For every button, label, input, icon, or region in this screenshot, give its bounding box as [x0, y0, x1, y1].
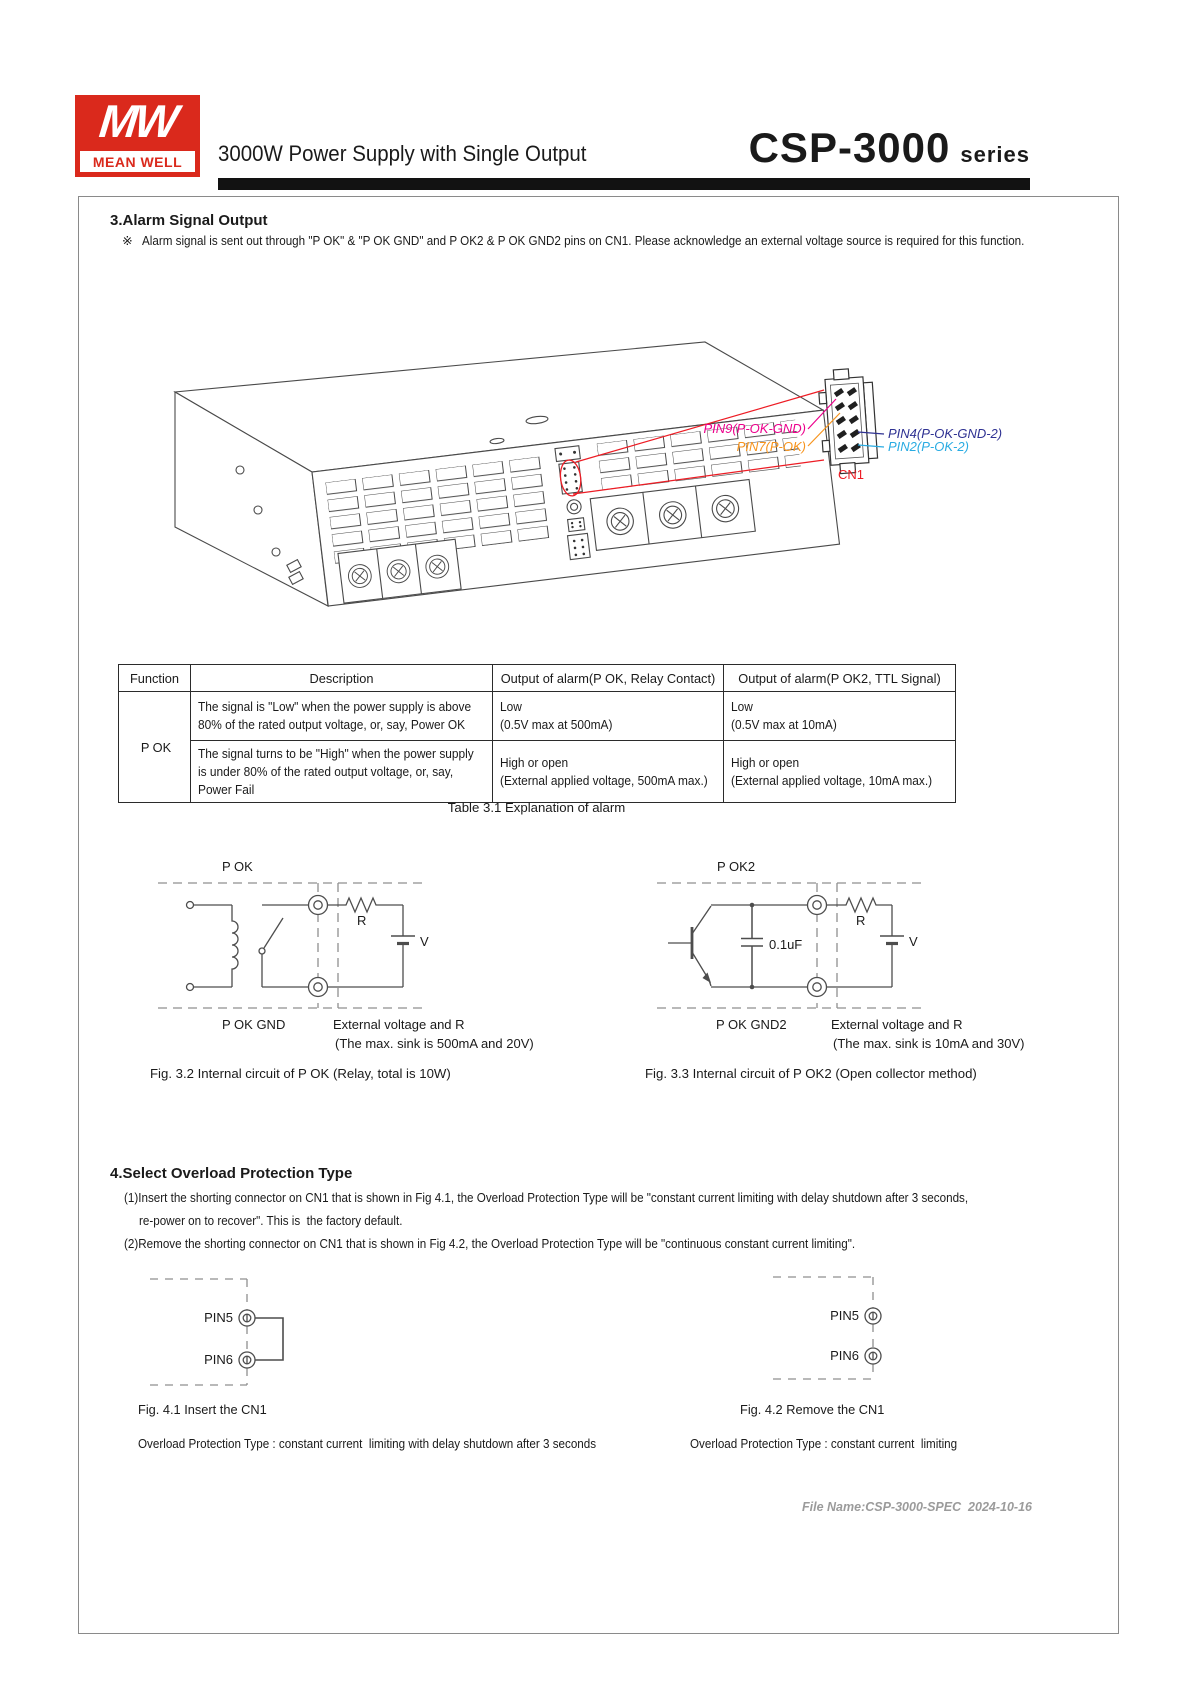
product-series-label: series	[960, 142, 1030, 167]
aux-connector	[568, 518, 585, 532]
pin2-label: PIN2(P-OK-2)	[888, 439, 969, 454]
fig32-wires	[187, 896, 416, 997]
fig32-v-label: V	[420, 934, 429, 949]
fig42-diagram	[773, 1277, 881, 1379]
psu-chassis	[175, 342, 839, 606]
relay-contact-blade	[264, 918, 283, 948]
psu-rear-view-drawing	[110, 268, 1070, 618]
fig32-pok-gnd-label: P OK GND	[222, 1017, 286, 1032]
cell-line: (0.5V max at 10mA)	[731, 717, 837, 732]
fig41-dashes	[150, 1279, 247, 1385]
footer-file-name: File Name:CSP-3000-SPEC 2024-10-16	[802, 1500, 1032, 1514]
cell-line: (External applied voltage, 500mA max.)	[500, 772, 708, 788]
relay-output-cell	[493, 692, 724, 741]
relay-contact-pivot	[259, 948, 265, 954]
table-row	[119, 741, 956, 803]
fig42-pins	[865, 1308, 881, 1364]
side-screw-hole	[254, 506, 262, 514]
reference-mark-icon: ※	[122, 233, 133, 248]
section4-title: 4.Select Overload Protection Type	[110, 1165, 353, 1182]
function-cell: P OK	[119, 692, 191, 803]
relay-output-cell	[493, 741, 724, 803]
header-rule-bar	[218, 178, 1030, 190]
ttl-output-cell	[724, 741, 956, 803]
desc-line: is under 80% of the rated output voltage, or, say,	[198, 763, 454, 779]
overload-protection-figures	[110, 1262, 1070, 1412]
aux-connector	[568, 533, 591, 559]
fig42-dashes	[773, 1277, 873, 1379]
page-subtitle: 3000W Power Supply with Single Output	[218, 141, 587, 166]
fig33-circuit	[645, 859, 1024, 1081]
cell-line: High or open	[500, 754, 569, 770]
desc-line: The signal turns to be "High" when the power supply	[198, 745, 474, 761]
fig41-subcaption: Overload Protection Type : constant current limiting with delay shutdown after 3 seconds	[138, 1436, 597, 1451]
pin7-label: PIN7(P-OK)	[736, 439, 806, 454]
product-title	[580, 124, 1030, 172]
fig32-boundary-dashes	[158, 883, 427, 1008]
fig33-external-note: (The max. sink is 10mA and 30V)	[833, 1036, 1025, 1051]
fig41-diagram	[150, 1279, 283, 1385]
fig32-external-label: External voltage and R	[333, 1017, 465, 1032]
shorting-connector-wire	[255, 1318, 283, 1360]
fig32-caption: Fig. 3.2 Internal circuit of P OK (Relay, total is 10W)	[150, 1066, 451, 1081]
side-screw-hole	[236, 466, 244, 474]
transistor-emitter-arrow	[703, 973, 712, 984]
cell-line: Low	[500, 699, 522, 714]
cell-line: Low	[731, 699, 753, 714]
description-cell	[191, 692, 493, 741]
fig42-pin6-label: PIN6	[830, 1348, 859, 1363]
col-description: Description	[191, 665, 493, 692]
resistor-symbol	[328, 898, 404, 912]
mw-logo-glyph: MW	[96, 95, 179, 147]
fig42-pin5-label: PIN5	[830, 1308, 859, 1323]
fig33-v-label: V	[909, 934, 918, 949]
fig41-pin6-label: PIN6	[204, 1352, 233, 1367]
alarm-explanation-table	[118, 664, 956, 803]
section4-item1-line2: re-power on to recover". This is the factory default.	[139, 1213, 403, 1228]
section3-title: 3.Alarm Signal Output	[110, 212, 268, 229]
product-name: CSP-3000	[748, 124, 951, 171]
cell-line: (External applied voltage, 10mA max.)	[731, 772, 933, 788]
fig33-cap-label: 0.1uF	[769, 937, 803, 952]
description-cell	[191, 741, 493, 803]
meanwell-brand-text: MEAN WELL	[92, 153, 183, 170]
capacitor-symbol	[741, 905, 763, 987]
fig32-r-label: R	[357, 913, 367, 928]
pin9-label: PIN9(P-OK-GND)	[703, 421, 806, 436]
desc-line: 80% of the rated output voltage, or, say, Power OK	[198, 717, 466, 732]
fig33-r-label: R	[856, 913, 866, 928]
resistor-symbol	[827, 898, 893, 912]
fig32-pok-label: P OK	[222, 859, 253, 874]
section4-item2: (2)Remove the shorting connector on CN1 that is shown in Fig 4.2, the Overload Protection Type will be "continuous constant current limiting".	[124, 1236, 856, 1251]
desc-line: Power Fail	[198, 781, 255, 797]
fig33-caption: Fig. 3.3 Internal circuit of P OK2 (Open collector method)	[645, 1066, 977, 1081]
desc-line: The signal is "Low" when the power supply is above	[198, 699, 472, 714]
alarm-circuit-figures	[110, 845, 1070, 1090]
relay-coil	[232, 905, 238, 987]
section4-item1-line1: (1)Insert the shorting connector on CN1 that is shown in Fig 4.1, the Overload Protection Type will be "constant current limiting with delay shutdown after 3 seconds,	[124, 1190, 969, 1205]
fig41-pin5-label: PIN5	[204, 1310, 233, 1325]
col-function: Function	[119, 665, 191, 692]
fig33-external-label: External voltage and R	[831, 1017, 963, 1032]
fig41-pins	[239, 1310, 283, 1368]
table-caption: Table 3.1 Explanation of alarm	[447, 800, 626, 815]
col-ttl-output: Output of alarm(P OK2, TTL Signal)	[724, 665, 956, 692]
meanwell-logo	[75, 95, 200, 177]
fig32-external-note: (The max. sink is 500mA and 20V)	[335, 1036, 534, 1051]
fig42-caption: Fig. 4.2 Remove the CN1	[740, 1402, 885, 1417]
table-header-row	[119, 665, 956, 692]
fig33-pok-gnd2-label: P OK GND2	[716, 1017, 787, 1032]
aux-connector	[555, 446, 580, 462]
section3-note-text: Alarm signal is sent out through "P OK" & "P OK GND" and P OK2 & P OK GND2 pins on CN1. Please acknowledge an external voltage source is required for this function.	[141, 233, 1025, 248]
ttl-output-cell	[724, 692, 956, 741]
fig32-circuit	[150, 859, 534, 1081]
col-relay-output: Output of alarm(P OK, Relay Contact)	[493, 665, 724, 692]
fig41-caption: Fig. 4.1 Insert the CN1	[138, 1402, 267, 1417]
meanwell-logo-band	[80, 151, 195, 172]
cn1-label: CN1	[837, 467, 865, 482]
table-row	[119, 692, 956, 741]
cell-line: High or open	[731, 754, 800, 770]
pin4-label: PIN4(P-OK-GND-2)	[888, 426, 1003, 441]
cell-line: (0.5V max at 500mA)	[500, 717, 613, 732]
side-screw-hole	[272, 548, 280, 556]
fig33-pok2-label: P OK2	[717, 859, 756, 874]
fig42-subcaption: Overload Protection Type : constant current limiting	[690, 1436, 958, 1451]
section3-note	[122, 233, 1111, 249]
